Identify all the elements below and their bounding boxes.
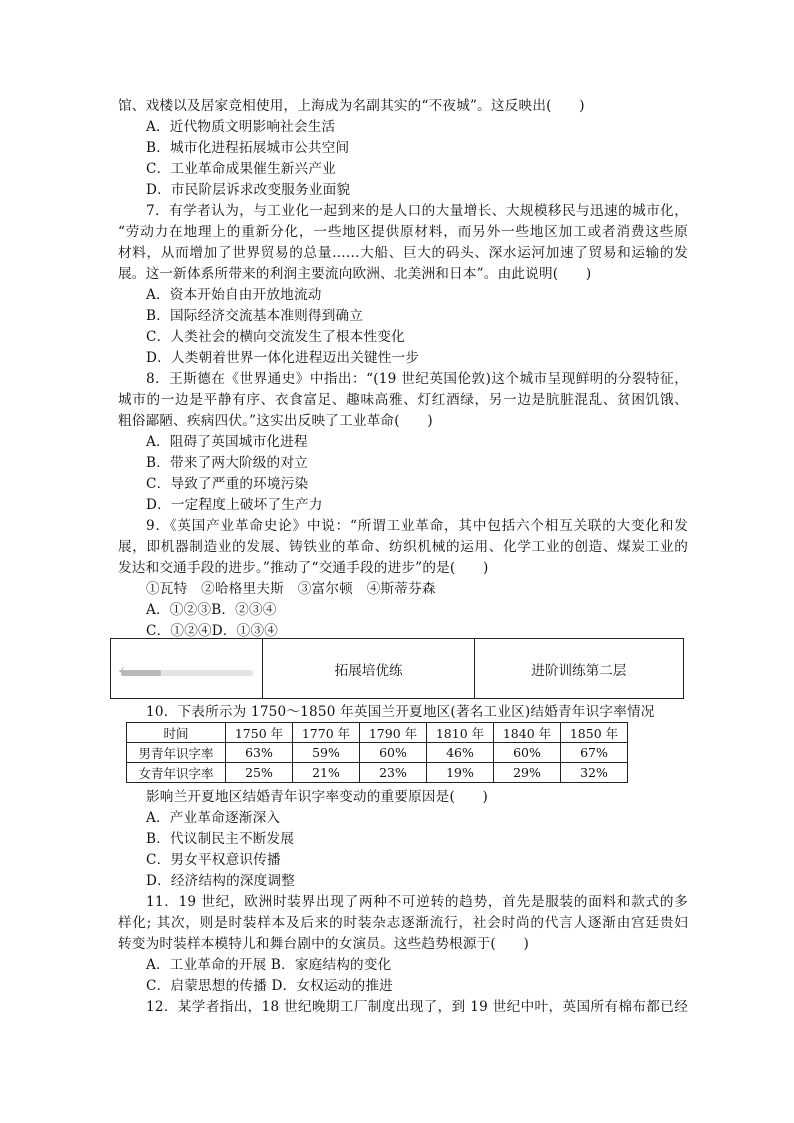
- q7-stem-line: 7．有学者认为，与工业化一起到来的是人口的大量增长、大规模移民与迅速的城市化，: [146, 203, 688, 219]
- table-cell: 63%: [226, 743, 293, 763]
- q7-option-c: C．人类社会的横向交流发生了根本性变化: [146, 329, 405, 345]
- literacy-table: [126, 722, 628, 783]
- q7-stem-line: 展。这一新体系所带来的利润主要流向欧洲、北美洲和日本”。由此说明( ): [118, 266, 592, 282]
- q7-option-d: D．人类朝着世界一体化进程迈出关键性一步: [146, 350, 420, 366]
- q10-option-a: A．产业革命逐渐深入: [146, 810, 281, 826]
- table-cell: 19%: [427, 763, 494, 783]
- q12-stem-line: 12．某学者指出，18 世纪晚期工厂制度出现了，到 19 世纪中叶，英国所有棉布都已经: [146, 999, 688, 1015]
- table-header-row: [127, 723, 628, 743]
- q11-stem-line: 11．19 世纪，欧洲时装界出现了两种不可逆转的趋势，首先是服装的面料和款式的多: [146, 894, 688, 910]
- table-row: [127, 763, 628, 783]
- banner-title-left: 拓展培优练: [263, 639, 474, 698]
- q10-stem: 10．下表所示为 1750～1850 年英国兰开夏地区(著名工业区)结婚青年识字率情况: [146, 704, 655, 720]
- q10-option-c: C．男女平权意识传播: [146, 852, 281, 868]
- q10-option-d: D．经济结构的深度调整: [146, 873, 296, 889]
- table-cell: 67%: [561, 743, 628, 763]
- q6-stem: 馆、戏楼以及居家竞相使用，上海成为名副其实的“不夜城”。这反映出( ): [118, 98, 585, 114]
- table-cell: 21%: [293, 763, 360, 783]
- q11-stem-line: 转变为时装样本模特儿和舞台剧中的女演员。这些趋势根源于( ): [118, 936, 530, 952]
- q8-stem-line: 8．王斯德在《世界通史》中指出：“(19 世纪英国伦敦)这个城市呈现鲜明的分裂特征，: [146, 371, 688, 387]
- q9-items: ①瓦特 ②哈格里夫斯 ③富尔顿 ④斯蒂芬森: [146, 581, 436, 597]
- table-cell: 59%: [293, 743, 360, 763]
- q8-stem-line: 粗俗鄙陋、疾病四伏。”这实出反映了工业革命( ): [118, 413, 433, 429]
- table-cell: 60%: [494, 743, 561, 763]
- q7-option-b: B．国际经济交流基本准则得到确立: [146, 308, 364, 324]
- q8-option-d: D．一定程度上破坏了生产力: [146, 497, 323, 513]
- table-header-cell: 时间: [127, 723, 226, 743]
- table-cell: 60%: [360, 743, 427, 763]
- q8-option-c: C．导致了严重的环境污染: [146, 476, 309, 492]
- q9-stem-line: 发达和交通手段的进步。”推动了“交通手段的进步”的是( ): [118, 560, 489, 576]
- q11-stem-line: 样化; 其次，则是时装样本及后来的时装杂志逐渐流行，社会时尚的代言人逐渐由宫廷贵妇: [118, 915, 688, 931]
- table-header-cell: 1750 年: [226, 723, 293, 743]
- q11-option-cd: C．启蒙思想的传播 D．女权运动的推进: [146, 978, 393, 994]
- q7-option-a: A．资本开始自由开放地流动: [146, 287, 322, 303]
- q7-stem-line: “劳动力在地理上的重新分化，一些地区提供原材料，而另外一些地区加工或者消费这些原: [118, 224, 688, 240]
- q10-question: 影响兰开夏地区结婚青年识字率变动的重要原因是( ): [146, 789, 489, 805]
- q6-option-a: A．近代物质文明影响社会生活: [146, 119, 336, 135]
- table-cell: 29%: [494, 763, 561, 783]
- table-header-cell: 1810 年: [427, 723, 494, 743]
- q8-stem-line: 城市的一边是平静有序、衣食富足、趣味高雅、灯红酒绿，另一边是肮脏混乱、贫困饥饿、: [118, 392, 688, 408]
- decorative-progress-bar: [118, 666, 253, 676]
- table-cell: 25%: [226, 763, 293, 783]
- table-cell: 23%: [360, 763, 427, 783]
- q10-option-b: B．代议制民主不断发展: [146, 831, 295, 847]
- table-cell: 46%: [427, 743, 494, 763]
- q8-option-b: B．带来了两大阶级的对立: [146, 455, 308, 471]
- table-cell: 女青年识字率: [127, 763, 226, 783]
- bar-fill: [121, 670, 161, 676]
- table-cell: 32%: [561, 763, 628, 783]
- q6-option-c: C．工业革命成果催生新兴产业: [146, 161, 336, 177]
- q8-option-a: A．阻碍了英国城市化进程: [146, 434, 308, 450]
- table-header-cell: 1850 年: [561, 723, 628, 743]
- section-banner: [110, 638, 684, 699]
- check-icon: ✓: [118, 666, 126, 676]
- q9-option-cd: C．①②④D．①③④: [146, 623, 279, 639]
- table-row: [127, 743, 628, 763]
- banner-logo-cell: [111, 639, 263, 698]
- q9-stem-line: 9．《英国产业革命史论》中说：“所谓工业革命，其中包括六个相互关联的大变化和发: [146, 518, 688, 534]
- banner-title-right: 进阶训练第二层: [531, 662, 627, 679]
- q6-option-b: B．城市化进程拓展城市公共空间: [146, 140, 350, 156]
- table-header-cell: 1770 年: [293, 723, 360, 743]
- table-cell: 男青年识字率: [127, 743, 226, 763]
- table-header-cell: 1790 年: [360, 723, 427, 743]
- q11-option-ab: A．工业革命的开展 B．家庭结构的变化: [146, 957, 392, 973]
- q6-option-d: D．市民阶层诉求改变服务业面貌: [146, 182, 351, 198]
- q9-option-ab: A．①②③B．②③④: [146, 602, 277, 618]
- q9-stem-line: 展，即机器制造业的发展、铸铁业的革命、纺织机械的运用、化学工业的创造、煤炭工业的: [118, 539, 688, 555]
- q7-stem-line: 材料，从而增加了世界贸易的总量……大船、巨大的码头、深水运河加速了贸易和运输的发: [118, 245, 688, 261]
- table-header-cell: 1840 年: [494, 723, 561, 743]
